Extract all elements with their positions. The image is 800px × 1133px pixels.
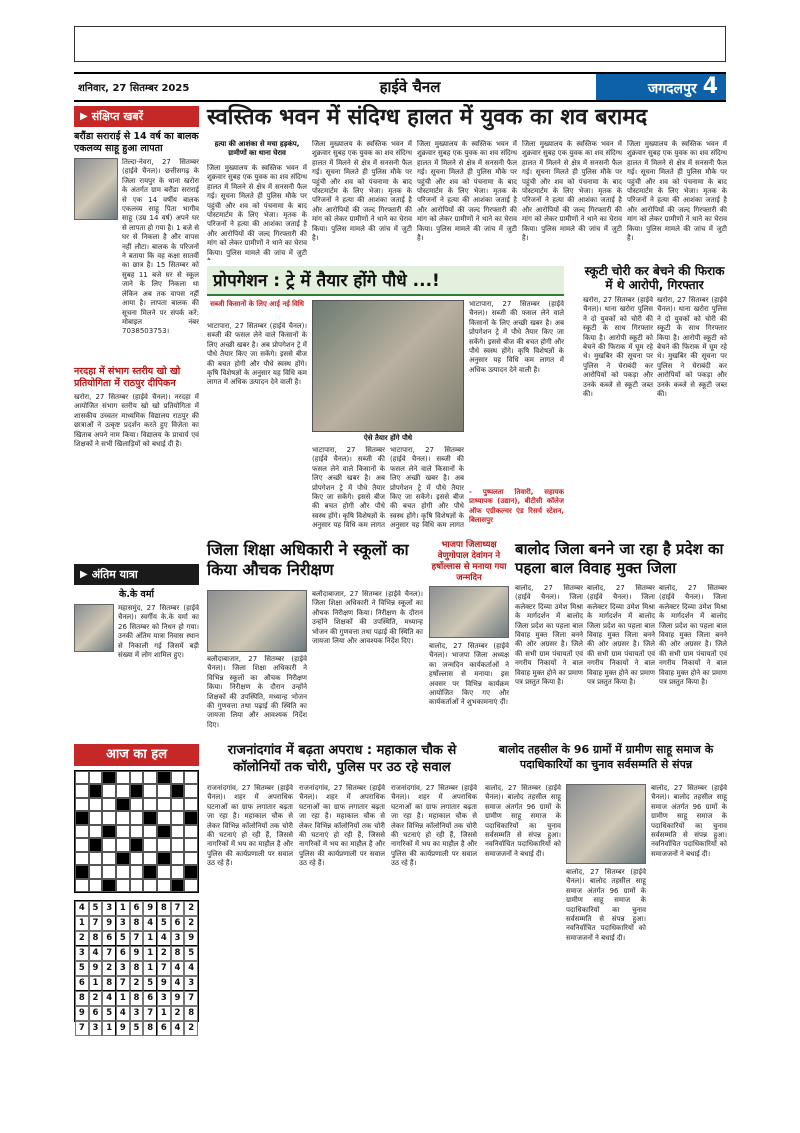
rajnandgaon-headline: राजनांदगांव में बढ़ता अपराध : महाकाल चौक से कॉलोनियों तक चोरी, पुलिस पर उठ रहे सवाल xyxy=(227,743,457,775)
sudoku-cell: 8 xyxy=(171,946,185,961)
sudoku-grid xyxy=(74,900,199,1033)
sudoku-cell: 7 xyxy=(102,946,116,961)
propagation-photo xyxy=(312,300,464,432)
sudoku-cell: 6 xyxy=(75,976,89,991)
sudoku-cell: 4 xyxy=(184,961,198,976)
sudoku-cell: 5 xyxy=(184,946,198,961)
sudoku-cell: 1 xyxy=(143,931,157,946)
obit-photo xyxy=(74,604,114,652)
sudoku-cell: 8 xyxy=(157,901,171,916)
sudoku-cell: 4 xyxy=(171,961,185,976)
sudoku-cell: 7 xyxy=(89,916,103,931)
sahu-photo xyxy=(566,784,646,864)
propagation-caption: ऐसे तैयार होंगे पौधे xyxy=(363,434,413,442)
sudoku-cell: 5 xyxy=(102,1006,116,1021)
propagation-kicker: सब्जी किसानों के लिए आई नई विधि xyxy=(210,300,304,308)
balod-headline: बालोद जिला बनने जा रहा है प्रदेश का पहला बाल विवाह मुक्त जिला xyxy=(515,540,724,577)
sudoku-cell: 7 xyxy=(130,931,144,946)
sudoku-cell: 8 xyxy=(130,961,144,976)
propagation-byline: - पुष्पलता तिवारी, सहायक प्राध्यापक (उद्यान), बीटीसी कॉलेज ऑफ एग्रीकल्चर एंड रिसर्च स्टेशन, बिलासपुर xyxy=(469,488,564,525)
sudoku-cell: 3 xyxy=(116,916,130,931)
brief1-title: बरौंडा सराराई से 14 वर्ष का बालक एकलव्य साहू हुआ लापता xyxy=(74,131,199,154)
sudoku-cell: 4 xyxy=(171,1021,185,1036)
rajnandgaon-body-col3: राजनांदगांव, 27 सितम्बर (हाईवे चैनल)। शहर में अपराधिक घटनाओं का ग्राफ लगातार बढ़ता जा रहा है। महाकाल चौक से लेकर विभिन्न कॉलोनियों तक चोरी की घटनाएं हो रही हैं, जिससे नागरिकों में भय का माहौल है और पुलिस की कार्यप्रणाली पर सवाल उठ रहे हैं। xyxy=(391,784,477,868)
obit-text: महासमुंद, 27 सितम्बर (हाईवे चैनल)। स्वर्गीय के.के वर्मा का 26 सितम्बर को निधन हो गया। उनकी अंतिम यात्रा निवास स्थान से निकाली गई जिसमें बड़ी संख्या में लोग शामिल हुए। xyxy=(118,604,199,660)
lead-body-col5: जिला मुख्यालय के स्वस्तिक भवन में शुक्रवार सुबह एक युवक का शव संदिग्ध हालत में मिलने से क्षेत्र में सनसनी फैल गई। सूचना मिलते ही पुलिस मौके पर पहुंची और शव को पंचनामा के बाद पोस्टमार्टम के लिए भेजा। मृतक के परिजनों ने हत्या की आशंका जताई है और आरोपियों की जल्द गिरफ्तारी की मांग को लेकर ग्रामीणों ने थाने का घेराव किया। पुलिस मामले की जांच में जुटी है। xyxy=(627,140,727,243)
brief2-title: नरदहा में संभाग स्तरीय खो खो प्रतियोगिता में राठपुर दीपिकन xyxy=(74,366,181,389)
arrow-icon: ▶ xyxy=(80,111,88,122)
propagation-body-col4: भाटापारा, 27 सितम्बर (हाईवे चैनल)। सब्जी की फसल लेने वाले किसानों के लिए अच्छी खबर है। अब प्रोपगेशन ट्रे में पौधे तैयार किए जा सकेंगे। इससे बीज की बचत होगी और पौधे स्वस्थ होंगे। कृषि विशेषज्ञों के अनुसार यह विधि कम लागत में अधिक उत्पादन देने वाली है। xyxy=(469,300,564,374)
bjp-body: बालोद, 27 सितम्बर (हाईवे चैनल)। भाजपा जिला अध्यक्ष का जन्मदिन कार्यकर्ताओं ने हर्षोल्लास से मनाया। इस अवसर पर विभिन्न कार्यक्रम आयोजित किए गए और कार्यकर्ताओं ने शुभकामनाएं दीं। xyxy=(429,642,509,707)
propagation-body: भाटापारा, 27 सितम्बर (हाईवे चैनल)। सब्जी की फसल लेने वाले किसानों के लिए अच्छी खबर है। अब प्रोपगेशन ट्रे में पौधे तैयार किए जा सकेंगे। इससे बीज की बचत होगी और पौधे स्वस्थ होंगे। कृषि विशेषज्ञों के अनुसार यह विधि कम लागत में अधिक उत्पादन देने वाली है। xyxy=(207,322,307,387)
sudoku-cell: 4 xyxy=(102,991,116,1006)
advertisement-box xyxy=(74,26,726,62)
sudoku-cell: 1 xyxy=(75,916,89,931)
sudoku-cell: 6 xyxy=(116,946,130,961)
sudoku-cell: 7 xyxy=(75,1021,89,1036)
rajnandgaon-body: राजनांदगांव, 27 सितम्बर (हाईवे चैनल)। शहर में अपराधिक घटनाओं का ग्राफ लगातार बढ़ता जा रहा है। महाकाल चौक से लेकर विभिन्न कॉलोनियों तक चोरी की घटनाएं हो रही हैं, जिससे नागरिकों में भय का माहौल है और पुलिस की कार्यप्रणाली पर सवाल उठ रहे हैं। xyxy=(207,784,293,868)
sudoku-cell: 4 xyxy=(171,976,185,991)
sudoku-cell: 8 xyxy=(75,991,89,1006)
sudoku-cell: 1 xyxy=(89,976,103,991)
sudoku-cell: 4 xyxy=(89,946,103,961)
sudoku-cell: 5 xyxy=(143,976,157,991)
crossword-heading: आज का हल xyxy=(74,744,199,766)
sudoku-cell: 9 xyxy=(184,931,198,946)
sudoku-cell: 5 xyxy=(75,961,89,976)
left-column xyxy=(74,106,199,664)
sudoku-cell: 3 xyxy=(157,991,171,1006)
obit-name: के.के वर्मा xyxy=(119,589,154,600)
sudoku-cell: 8 xyxy=(130,916,144,931)
sudoku-cell: 2 xyxy=(102,961,116,976)
sudoku-cell: 3 xyxy=(102,901,116,916)
city-tag xyxy=(596,74,726,100)
sudoku-cell: 8 xyxy=(130,991,144,1006)
sahu-body-col2: बालोद, 27 सितम्बर (हाईवे चैनल)। बालोद तहसील साहू समाज अंतर्गत 96 ग्रामों के ग्रामीण साहू समाज के पदाधिकारियों का चुनाव सर्वसम्मति से संपन्न हुआ। नवनिर्वाचित पदाधिकारियों को समाजजनों ने बधाई दी। xyxy=(566,868,646,942)
propagation-body-col3: भाटापारा, 27 सितम्बर (हाईवे चैनल)। सब्जी की फसल लेने वाले किसानों के लिए अच्छी खबर है। अब प्रोपगेशन ट्रे में पौधे तैयार किए जा सकेंगे। इससे बीज की बचत होगी और पौधे स्वस्थ होंगे। कृषि विशेषज्ञों के अनुसार यह विधि कम लागत xyxy=(390,446,464,530)
sudoku-cell: 6 xyxy=(143,991,157,1006)
sudoku-cell: 6 xyxy=(102,931,116,946)
sudoku-cell: 2 xyxy=(184,901,198,916)
crossword-grid xyxy=(74,770,199,893)
sudoku-cell: 7 xyxy=(157,961,171,976)
balod-body-col3: बालोद, 27 सितम्बर (हाईवे चैनल)। जिला कलेक्टर दिव्या उमेश मिश्रा के मार्गदर्शन में बालोद जिला प्रदेश का पहला बाल विवाह मुक्त जिला बनने की ओर अग्रसर है। जिले की सभी ग्राम पंचायतों एवं नगरीय निकायों ने बाल विवाह मुक्त होने का प्रमाण पत्र प्रस्तुत किया है। xyxy=(659,584,727,687)
sudoku-cell: 3 xyxy=(184,976,198,991)
brief-heading: ▶ संक्षिप्त खबरें xyxy=(74,106,199,127)
sudoku-cell: 7 xyxy=(184,991,198,1006)
sudoku-cell: 9 xyxy=(171,991,185,1006)
propagation-body-col2: भाटापारा, 27 सितम्बर (हाईवे चैनल)। सब्जी की फसल लेने वाले किसानों के लिए अच्छी खबर है। अब प्रोपगेशन ट्रे में पौधे तैयार किए जा सकेंगे। इससे बीज की बचत होगी और पौधे स्वस्थ होंगे। कृषि विशेषज्ञों के अनुसार यह विधि कम लागत xyxy=(312,446,385,530)
sudoku-cell: 2 xyxy=(157,946,171,961)
sahu-headline: बालोद तहसील के 96 ग्रामों में ग्रामीण साहू समाज के पदाधिकारियों का चुनाव सर्वसम्मति से संपन्न xyxy=(498,743,714,771)
sahu-body: बालोद, 27 सितम्बर (हाईवे चैनल)। बालोद तहसील साहू समाज अंतर्गत 96 ग्रामों के ग्रामीण साहू समाज के पदाधिकारियों का चुनाव सर्वसम्मति से संपन्न हुआ। नवनिर्वाचित पदाधिकारियों को समाजजनों ने बधाई दी। xyxy=(485,784,561,858)
sudoku-cell: 7 xyxy=(116,976,130,991)
sudoku-cell: 6 xyxy=(130,901,144,916)
balod-body-col2: बालोद, 27 सितम्बर (हाईवे चैनल)। जिला कलेक्टर दिव्या उमेश मिश्रा के मार्गदर्शन में बालोद जिला प्रदेश का पहला बाल विवाह मुक्त जिला बनने की ओर अग्रसर है। जिले की सभी ग्राम पंचायतों एवं नगरीय निकायों ने बाल विवाह मुक्त होने का प्रमाण पत्र प्रस्तुत किया है। xyxy=(587,584,655,687)
sudoku-cell: 3 xyxy=(116,961,130,976)
brief1-text: तिल्दा-नेवरा, 27 सितम्बर (हाईवे चैनल)। छत्तीसगढ़ के जिला रायपुर के थाना खरोरा के अंतर्गत ग्राम बरौंडा सराराई से एक 14 वर्षीय बालक एकलव्य साहू पिता भागीव साहू (उम्र 14 वर्ष) अपने घर से लापता हो गया है। 1 बजे से घर से निकला है और वापस नहीं लौटा। बालक के परिजनों ने बताया कि वह कक्षा सातवीं का छात्र है। 15 सितम्बर को सुबह 11 बजे घर से स्कूल जाने के लिए निकला था लेकिन अब तक वापस नहीं आया है। लापता बालक की सूचना मिलने पर संपर्क करें: मोबाइल नंबर 7038503753। xyxy=(122,158,199,336)
lead-body-col2: जिला मुख्यालय के स्वस्तिक भवन में शुक्रवार सुबह एक युवक का शव संदिग्ध हालत में मिलने से क्षेत्र में सनसनी फैल गई। सूचना मिलते ही पुलिस मौके पर पहुंची और शव को पंचनामा के बाद पोस्टमार्टम के लिए भेजा। मृतक के परिजनों ने हत्या की आशंका जताई है और आरोपियों की जल्द गिरफ्तारी की मांग को लेकर ग्रामीणों ने थाने का घेराव किया। पुलिस मामले की जांच में जुटी है। xyxy=(312,140,412,243)
sudoku-cell: 5 xyxy=(130,1021,144,1036)
sahu-body-col3: बालोद, 27 सितम्बर (हाईवे चैनल)। बालोद तहसील साहू समाज अंतर्गत 96 ग्रामों के ग्रामीण साहू समाज के पदाधिकारियों का चुनाव सर्वसम्मति से संपन्न हुआ। नवनिर्वाचित पदाधिकारियों को समाजजनों ने बधाई दी। xyxy=(651,784,727,858)
sudoku-cell: 2 xyxy=(171,1006,185,1021)
sudoku-cell: 9 xyxy=(116,1021,130,1036)
rajnandgaon-body-col2: राजनांदगांव, 27 सितम्बर (हाईवे चैनल)। शहर में अपराधिक घटनाओं का ग्राफ लगातार बढ़ता जा रहा है। महाकाल चौक से लेकर विभिन्न कॉलोनियों तक चोरी की घटनाएं हो रही हैं, जिससे नागरिकों में भय का माहौल है और पुलिस की कार्यप्रणाली पर सवाल उठ रहे हैं। xyxy=(299,784,385,868)
education-body-col2: बलौदाबाजार, 27 सितम्बर (हाईवे चैनल)। जिला शिक्षा अधिकारी ने विभिन्न स्कूलों का औचक निरीक्षण किया। निरीक्षण के दौरान उन्होंने शिक्षकों की उपस्थिति, मध्यान्ह भोजन की गुणवत्ता तथा पढ़ाई की स्थिति का जायजा लिया और आवश्यक निर्देश दिए। xyxy=(312,590,423,646)
sudoku-cell: 2 xyxy=(75,931,89,946)
page-header xyxy=(74,72,726,102)
sudoku-cell: 4 xyxy=(157,931,171,946)
brief2-text: खरोरा, 27 सितम्बर (हाईवे चैनल)। नरदहा में आयोजित संभाग स्तरीय खो खो प्रतियोगिता में शासकीय उच्चतर माध्यमिक विद्यालय राठपुर की छात्राओं ने उत्कृष्ट प्रदर्शन करते हुए विजेता का खिताब अपने नाम किया। विद्यालय के प्राचार्य एवं शिक्षकों ने सभी खिलाड़ियों को बधाई दी है। xyxy=(74,393,199,449)
sudoku-cell: 8 xyxy=(102,976,116,991)
paper-name: हाईवे चैनल xyxy=(379,78,441,96)
sudoku-cell: 8 xyxy=(143,1021,157,1036)
education-headline: जिला शिक्षा अधिकारी ने स्कूलों का किया औचक निरीक्षण xyxy=(207,540,409,579)
sudoku-cell: 3 xyxy=(130,1006,144,1021)
bjp-photo xyxy=(429,586,509,638)
sudoku-cell: 2 xyxy=(184,1021,198,1036)
sudoku-cell: 3 xyxy=(75,946,89,961)
sudoku-cell: 9 xyxy=(75,1006,89,1021)
sudoku-cell: 2 xyxy=(130,976,144,991)
sudoku-cell: 1 xyxy=(116,991,130,1006)
issue-date: शनिवार, 27 सितम्बर 2025 xyxy=(78,83,190,94)
scooty-headline: स्कूटी चोरी कर बेचने की फिराक में थे आरोपी, गिरफ्तार xyxy=(584,264,725,292)
sudoku-cell: 1 xyxy=(143,961,157,976)
lead-body-col3: जिला मुख्यालय के स्वस्तिक भवन में शुक्रवार सुबह एक युवक का शव संदिग्ध हालत में मिलने से क्षेत्र में सनसनी फैल गई। सूचना मिलते ही पुलिस मौके पर पहुंची और शव को पंचनामा के बाद पोस्टमार्टम के लिए भेजा। मृतक के परिजनों ने हत्या की आशंका जताई है और आरोपियों की जल्द गिरफ्तारी की मांग को लेकर ग्रामीणों ने थाने का घेराव किया। पुलिस मामले की जांच में जुटी है। xyxy=(417,140,517,243)
city-name: जगदलपुर xyxy=(647,81,697,97)
sudoku-cell: 1 xyxy=(116,901,130,916)
sudoku-cell: 9 xyxy=(102,916,116,931)
sudoku-cell: 4 xyxy=(143,916,157,931)
scooty-body: खरोरा, 27 सितम्बर (हाईवे चैनल)। थाना खरोरा पुलिस ने दो युवकों को चोरी की स्कूटी के साथ गिरफ्तार किया है। आरोपी स्कूटी को बेचने की फिराक में घूम रहे थे। मुखबिर की सूचना पर पुलिस ने घेराबंदी कर आरोपियों को पकड़ा और उनके कब्जे से स्कूटी जब्त की। xyxy=(583,296,653,399)
sudoku-cell: 5 xyxy=(157,916,171,931)
page-number: 4 xyxy=(702,74,718,99)
sudoku-cell: 6 xyxy=(89,1006,103,1021)
bjp-headline: भाजपा जिलाध्यक्ष वेणुगोपाल देवांगन ने हर्षोल्लास से मनाया गया जन्मदिन xyxy=(431,540,507,583)
sudoku-cell: 7 xyxy=(143,1006,157,1021)
sudoku-cell: 8 xyxy=(184,1006,198,1021)
scooty-body-col2: खरोरा, 27 सितम्बर (हाईवे चैनल)। थाना खरोरा पुलिस ने दो युवकों को चोरी की स्कूटी के साथ गिरफ्तार किया है। आरोपी स्कूटी को बेचने की फिराक में घूम रहे थे। मुखबिर की सूचना पर पुलिस ने घेराबंदी कर आरोपियों को पकड़ा और उनके कब्जे से स्कूटी जब्त की। xyxy=(657,296,727,399)
balod-body: बालोद, 27 सितम्बर (हाईवे चैनल)। जिला कलेक्टर दिव्या उमेश मिश्रा के मार्गदर्शन में बालोद जिला प्रदेश का पहला बाल विवाह मुक्त जिला बनने की ओर अग्रसर है। जिले की सभी ग्राम पंचायतों एवं नगरीय निकायों ने बाल विवाह मुक्त होने का प्रमाण पत्र प्रस्तुत किया है। xyxy=(515,584,583,687)
missing-boy-photo xyxy=(74,158,118,220)
sudoku-cell: 4 xyxy=(75,901,89,916)
lead-headline: स्वस्तिक भवन में संदिग्ध हालत में युवक का शव बरामद xyxy=(207,105,648,130)
sudoku-cell: 9 xyxy=(157,976,171,991)
education-body: बलौदाबाजार, 27 सितम्बर (हाईवे चैनल)। जिला शिक्षा अधिकारी ने विभिन्न स्कूलों का औचक निरीक्षण किया। निरीक्षण के दौरान उन्होंने शिक्षकों की उपस्थिति, मध्यान्ह भोजन की गुणवत्ता तथा पढ़ाई की स्थिति का जायजा लिया और आवश्यक निर्देश दिए। xyxy=(207,655,307,729)
sudoku-cell: 7 xyxy=(171,901,185,916)
propagation-headline: प्रोपगेशन : ट्रे में तैयार होंगे पौधे ...! xyxy=(207,266,564,296)
sudoku-cell: 1 xyxy=(157,1006,171,1021)
sudoku-cell: 6 xyxy=(171,916,185,931)
lead-kicker: हत्या की आशंका से मचा हड़कंप, ग्रामीणों का थाना घेराव xyxy=(214,140,300,157)
sudoku-cell: 5 xyxy=(89,901,103,916)
sudoku-cell: 9 xyxy=(89,961,103,976)
arrow-icon: ▶ xyxy=(80,569,88,580)
sudoku-cell: 5 xyxy=(116,931,130,946)
sudoku-cell: 9 xyxy=(143,901,157,916)
sudoku-cell: 8 xyxy=(89,931,103,946)
sudoku-cell: 1 xyxy=(143,946,157,961)
obit-heading: ▶ अंतिम यात्रा xyxy=(74,564,199,585)
sudoku-cell: 4 xyxy=(116,1006,130,1021)
sudoku-cell: 9 xyxy=(130,946,144,961)
sudoku-cell: 1 xyxy=(102,1021,116,1036)
sudoku-cell: 2 xyxy=(184,916,198,931)
sudoku-cell: 2 xyxy=(89,991,103,1006)
sudoku-cell: 3 xyxy=(171,931,185,946)
lead-body: जिला मुख्यालय के स्वस्तिक भवन में शुक्रवार सुबह एक युवक का शव संदिग्ध हालत में मिलने से क्षेत्र में सनसनी फैल गई। सूचना मिलते ही पुलिस मौके पर पहुंची और शव को पंचनामा के बाद पोस्टमार्टम के लिए भेजा। मृतक के परिजनों ने हत्या की आशंका जताई है और आरोपियों की जल्द गिरफ्तारी की मांग को लेकर ग्रामीणों ने थाने का घेराव किया। पुलिस मामले की जांच में जुटी xyxy=(207,164,307,257)
lead-body-col4: जिला मुख्यालय के स्वस्तिक भवन में शुक्रवार सुबह एक युवक का शव संदिग्ध हालत में मिलने से क्षेत्र में सनसनी फैल गई। सूचना मिलते ही पुलिस मौके पर पहुंची और शव को पंचनामा के बाद पोस्टमार्टम के लिए भेजा। मृतक के परिजनों ने हत्या की आशंका जताई है और आरोपियों की जल्द गिरफ्तारी की मांग को लेकर ग्रामीणों ने थाने का घेराव किया। पुलिस मामले की जांच में जुटी है। xyxy=(522,140,622,243)
sudoku-cell: 3 xyxy=(89,1021,103,1036)
education-photo xyxy=(207,590,307,652)
sudoku-cell: 6 xyxy=(157,1021,171,1036)
